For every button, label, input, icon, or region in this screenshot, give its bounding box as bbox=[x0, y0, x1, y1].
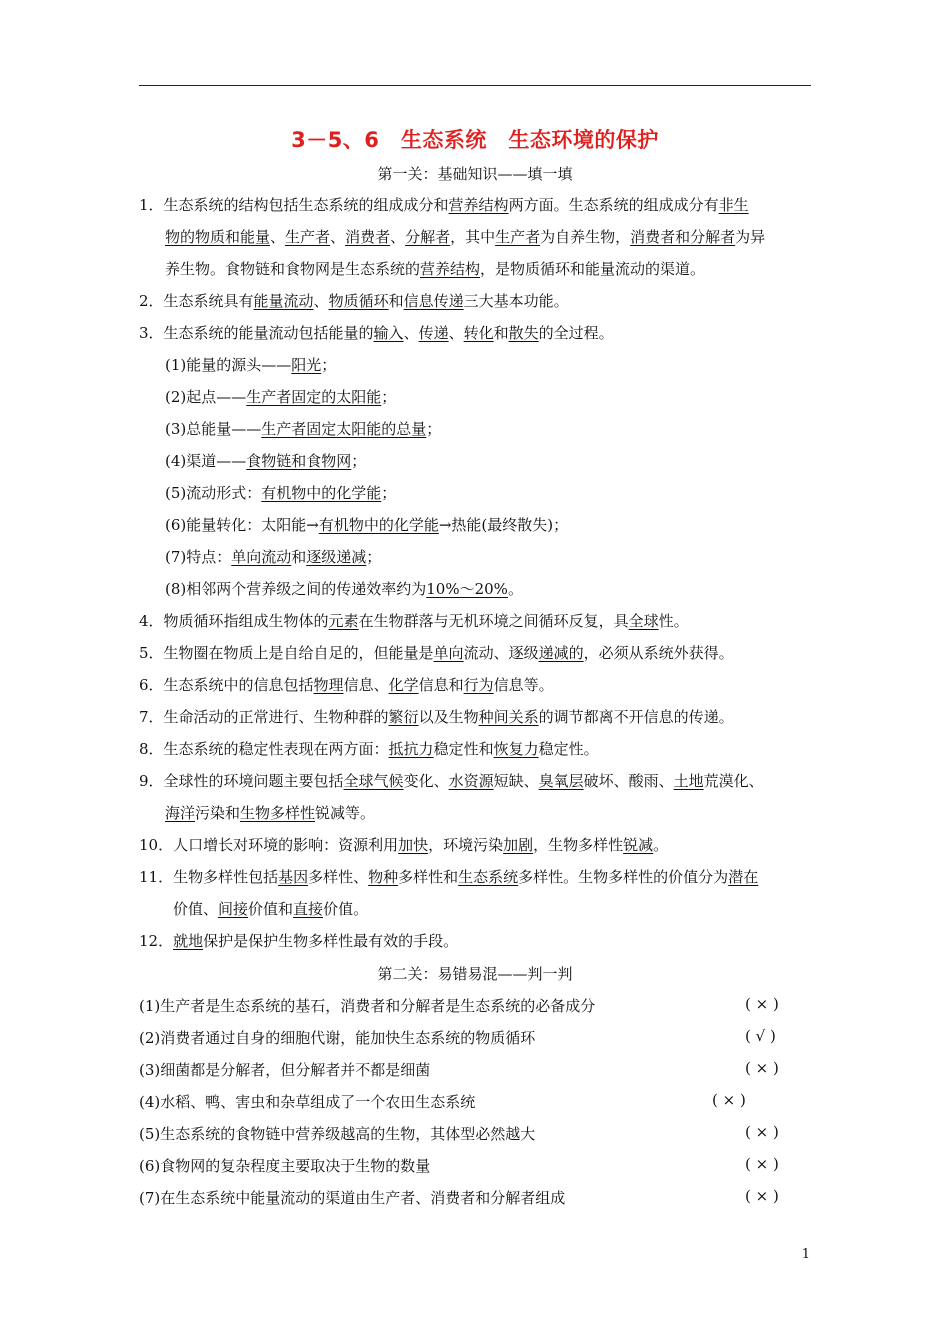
text-segment: 在生物群落与无机环境之间循环反复，具 bbox=[358, 612, 629, 630]
text-segment: 信息、 bbox=[343, 676, 389, 694]
item-12 bbox=[139, 931, 458, 951]
answer-blank: 递减的 bbox=[538, 644, 584, 662]
text-segment: 、 bbox=[330, 228, 346, 246]
text-segment: 流动、逐级 bbox=[463, 644, 539, 662]
judgment-mark: ( √ ) bbox=[745, 1027, 776, 1045]
text-segment: (5)流动形式： bbox=[165, 484, 262, 502]
text-segment: 11．生物多样性包括 bbox=[139, 868, 279, 886]
item-6 bbox=[139, 675, 554, 695]
judgment-statement: (4)水稻、鸭、害虫和杂草组成了一个农田生态系统 bbox=[139, 1093, 476, 1111]
answer-blank: 土地 bbox=[673, 772, 704, 790]
answer-blank: 全球 bbox=[628, 612, 659, 630]
judgment-statement: (5)生态系统的食物链中营养级越高的生物，其体型必然越大 bbox=[139, 1125, 536, 1143]
judgment-mark: ( × ) bbox=[745, 1187, 779, 1205]
text-segment: 、 bbox=[313, 292, 329, 310]
text-segment: 。 bbox=[507, 580, 523, 598]
answer-blank: 生产者 bbox=[285, 228, 331, 246]
text-segment: 6．生态系统中的信息包括 bbox=[139, 676, 314, 694]
sub-item-4 bbox=[165, 451, 366, 471]
item-5 bbox=[139, 643, 734, 663]
answer-blank: 能量流动 bbox=[253, 292, 314, 310]
text-segment: ，是物质循环和能量流动的渠道。 bbox=[480, 260, 706, 278]
text-segment: 变化、 bbox=[403, 772, 449, 790]
text-segment: 多样性和 bbox=[398, 868, 459, 886]
text-segment: 稳定性。 bbox=[538, 740, 599, 758]
answer-blank: 行为 bbox=[463, 676, 494, 694]
judgment-statement: (7)在生态系统中能量流动的渠道由生产者、消费者和分解者组成 bbox=[139, 1189, 566, 1207]
text-segment: 和 bbox=[291, 548, 307, 566]
judgment-mark: ( × ) bbox=[745, 1155, 779, 1173]
text-segment: ； bbox=[426, 420, 442, 438]
text-segment: 价值、 bbox=[173, 900, 219, 918]
text-segment: ； bbox=[381, 484, 397, 502]
answer-blank: 消费者和分解者 bbox=[630, 228, 736, 246]
text-segment: (7)特点： bbox=[165, 548, 232, 566]
answer-blank: 逐级递减 bbox=[306, 548, 367, 566]
answer-blank: 营养结构 bbox=[420, 260, 481, 278]
text-segment: 5．生物圈在物质上是自给自足的，但能量是 bbox=[139, 644, 434, 662]
text-segment: 、 bbox=[390, 228, 406, 246]
text-segment: ； bbox=[366, 548, 382, 566]
answer-blank: 输入 bbox=[373, 324, 404, 342]
text-segment: 。 bbox=[653, 836, 669, 854]
text-segment: 为自养生物， bbox=[540, 228, 631, 246]
answer-blank: 消费者 bbox=[345, 228, 391, 246]
item-1-line-3 bbox=[165, 259, 705, 279]
item-2 bbox=[139, 291, 569, 311]
text-segment: 的调节都离不开信息的传递。 bbox=[538, 708, 734, 726]
text-segment: 10．人口增长对环境的影响：资源利用 bbox=[139, 836, 399, 854]
text-segment: 两方面。生态系统的组成成分有 bbox=[508, 196, 719, 214]
answer-blank: 臭氧层 bbox=[538, 772, 584, 790]
text-segment: 3．生态系统的能量流动包括能量的 bbox=[139, 324, 374, 342]
judgment-statement: (1)生产者是生态系统的基石，消费者和分解者是生态系统的必备成分 bbox=[139, 997, 596, 1015]
answer-blank: 生物多样性 bbox=[240, 804, 316, 822]
answer-blank: 转化 bbox=[463, 324, 494, 342]
answer-blank: 信息传递 bbox=[403, 292, 464, 310]
sub-item-1 bbox=[165, 355, 336, 375]
item-7 bbox=[139, 707, 734, 727]
answer-blank: 生态系统 bbox=[458, 868, 519, 886]
text-segment: 信息和 bbox=[418, 676, 464, 694]
answer-blank: 基因 bbox=[278, 868, 309, 886]
sub-item-5 bbox=[165, 483, 396, 503]
text-segment: 和 bbox=[388, 292, 404, 310]
answer-blank: 全球气候 bbox=[343, 772, 404, 790]
text-segment: 、 bbox=[270, 228, 286, 246]
answer-blank: 阳光 bbox=[291, 356, 322, 374]
text-segment: 信息等。 bbox=[493, 676, 554, 694]
answer-blank: 物的物质和能量 bbox=[165, 228, 271, 246]
answer-blank: 海洋 bbox=[165, 804, 196, 822]
text-segment: 12． bbox=[139, 932, 174, 950]
text-segment: ，其中 bbox=[450, 228, 496, 246]
text-segment: (3)总能量—— bbox=[165, 420, 262, 438]
sub-item-7 bbox=[165, 547, 381, 567]
item-1-line-1 bbox=[139, 195, 749, 215]
text-segment: 和 bbox=[493, 324, 509, 342]
answer-blank: 物质循环 bbox=[328, 292, 389, 310]
text-segment: (6)能量转化：太阳能→ bbox=[165, 516, 319, 534]
answer-blank: 间接 bbox=[218, 900, 249, 918]
text-segment: 、 bbox=[403, 324, 419, 342]
answer-blank: 分解者 bbox=[405, 228, 451, 246]
text-segment: (2)起点—— bbox=[165, 388, 247, 406]
answer-blank: 单向流动 bbox=[231, 548, 292, 566]
page-title: 3－5、6 生态系统 生态环境的保护 bbox=[291, 128, 659, 152]
text-segment: (4)渠道—— bbox=[165, 452, 247, 470]
section-heading-judge: 第二关：易错易混——判一判 bbox=[377, 965, 573, 983]
text-segment: 价值和 bbox=[248, 900, 294, 918]
item-9-line-2 bbox=[165, 803, 375, 823]
text-segment: 稳定性和 bbox=[433, 740, 494, 758]
answer-blank: 种间关系 bbox=[478, 708, 539, 726]
text-segment: 养生物。食物链和食物网是生态系统的 bbox=[165, 260, 421, 278]
text-segment: 保护是保护生物多样性最有效的手段。 bbox=[203, 932, 459, 950]
answer-blank: 抵抗力 bbox=[388, 740, 434, 758]
answer-blank: 潜在 bbox=[728, 868, 759, 886]
text-segment: 性。 bbox=[658, 612, 689, 630]
text-segment: 三大基本功能。 bbox=[463, 292, 569, 310]
page-number: 1 bbox=[801, 1247, 810, 1262]
text-segment: ； bbox=[381, 388, 397, 406]
item-10 bbox=[139, 835, 668, 855]
answer-blank: 食物链和食物网 bbox=[246, 452, 352, 470]
text-segment: ； bbox=[321, 356, 337, 374]
judgment-statement: (3)细菌都是分解者，但分解者并不都是细菌 bbox=[139, 1061, 431, 1079]
answer-blank: 传递 bbox=[418, 324, 449, 342]
text-segment: 4．物质循环指组成生物体的 bbox=[139, 612, 329, 630]
sub-item-6 bbox=[165, 515, 568, 535]
answer-blank: 元素 bbox=[328, 612, 359, 630]
answer-blank: 加快 bbox=[398, 836, 429, 854]
judgment-mark: ( × ) bbox=[712, 1091, 746, 1109]
text-segment: 、 bbox=[448, 324, 464, 342]
judgment-mark: ( × ) bbox=[745, 995, 779, 1013]
judgment-mark: ( × ) bbox=[745, 1059, 779, 1077]
text-segment: 7．生命活动的正常进行、生物种群的 bbox=[139, 708, 389, 726]
answer-blank: 单向 bbox=[433, 644, 464, 662]
answer-blank: 化学 bbox=[388, 676, 419, 694]
answer-blank: 加剧 bbox=[503, 836, 534, 854]
item-11-line-1 bbox=[139, 867, 758, 887]
text-segment: 破坏、酸雨、 bbox=[583, 772, 674, 790]
judgment-statement: (6)食物网的复杂程度主要取决于生物的数量 bbox=[139, 1157, 431, 1175]
text-segment: 污染和 bbox=[195, 804, 241, 822]
text-segment: 1．生态系统的结构包括生态系统的组成成分和 bbox=[139, 196, 449, 214]
answer-blank: 生产者固定太阳能的总量 bbox=[261, 420, 427, 438]
answer-blank: 营养结构 bbox=[448, 196, 509, 214]
answer-blank: 直接 bbox=[293, 900, 324, 918]
text-segment: 9．全球性的环境问题主要包括 bbox=[139, 772, 344, 790]
text-segment: ，生物多样性 bbox=[533, 836, 624, 854]
text-segment: 的全过程。 bbox=[538, 324, 614, 342]
answer-blank: 有机物中的化学能 bbox=[318, 516, 439, 534]
answer-blank: 物理 bbox=[313, 676, 344, 694]
item-9-line-1 bbox=[139, 771, 764, 791]
header-rule bbox=[139, 85, 811, 86]
text-segment: (1)能量的源头—— bbox=[165, 356, 292, 374]
answer-blank: 繁衍 bbox=[388, 708, 419, 726]
text-segment: (8)相邻两个营养级之间的传递效率约为 bbox=[165, 580, 427, 598]
judgment-mark: ( × ) bbox=[745, 1123, 779, 1141]
text-segment: 短缺、 bbox=[493, 772, 539, 790]
text-segment: 荒漠化、 bbox=[703, 772, 764, 790]
text-segment: 多样性、 bbox=[308, 868, 369, 886]
text-segment: ，环境污染 bbox=[428, 836, 504, 854]
answer-blank: 有机物中的化学能 bbox=[261, 484, 382, 502]
item-4 bbox=[139, 611, 689, 631]
sub-item-2 bbox=[165, 387, 396, 407]
item-1-line-2 bbox=[165, 227, 765, 247]
text-segment: ； bbox=[351, 452, 367, 470]
answer-blank: 10%～20% bbox=[426, 580, 508, 598]
sub-item-3 bbox=[165, 419, 441, 439]
answer-blank: 物种 bbox=[368, 868, 399, 886]
text-segment: 多样性。生物多样性的价值分为 bbox=[518, 868, 729, 886]
text-segment: 为异 bbox=[735, 228, 766, 246]
answer-blank: 散失 bbox=[508, 324, 539, 342]
text-segment: 锐减等。 bbox=[315, 804, 376, 822]
answer-blank: 锐减 bbox=[623, 836, 654, 854]
sub-item-8 bbox=[165, 579, 523, 599]
answer-blank: 生产者固定的太阳能 bbox=[246, 388, 382, 406]
answer-blank: 水资源 bbox=[448, 772, 494, 790]
text-segment: ，必须从系统外获得。 bbox=[583, 644, 734, 662]
section-heading-basics: 第一关：基础知识——填一填 bbox=[377, 165, 573, 183]
answer-blank: 非生 bbox=[718, 196, 749, 214]
text-segment: 2．生态系统具有 bbox=[139, 292, 254, 310]
judgment-statement: (2)消费者通过自身的细胞代谢，能加快生态系统的物质循环 bbox=[139, 1029, 536, 1047]
text-segment: →热能(最终散失)； bbox=[438, 516, 569, 534]
text-segment: 以及生物 bbox=[418, 708, 479, 726]
item-11-line-2 bbox=[173, 899, 368, 919]
item-8 bbox=[139, 739, 599, 759]
item-3 bbox=[139, 323, 614, 343]
text-segment: 价值。 bbox=[323, 900, 369, 918]
answer-blank: 就地 bbox=[173, 932, 204, 950]
text-segment: 8．生态系统的稳定性表现在两方面： bbox=[139, 740, 389, 758]
answer-blank: 恢复力 bbox=[493, 740, 539, 758]
answer-blank: 生产者 bbox=[495, 228, 541, 246]
